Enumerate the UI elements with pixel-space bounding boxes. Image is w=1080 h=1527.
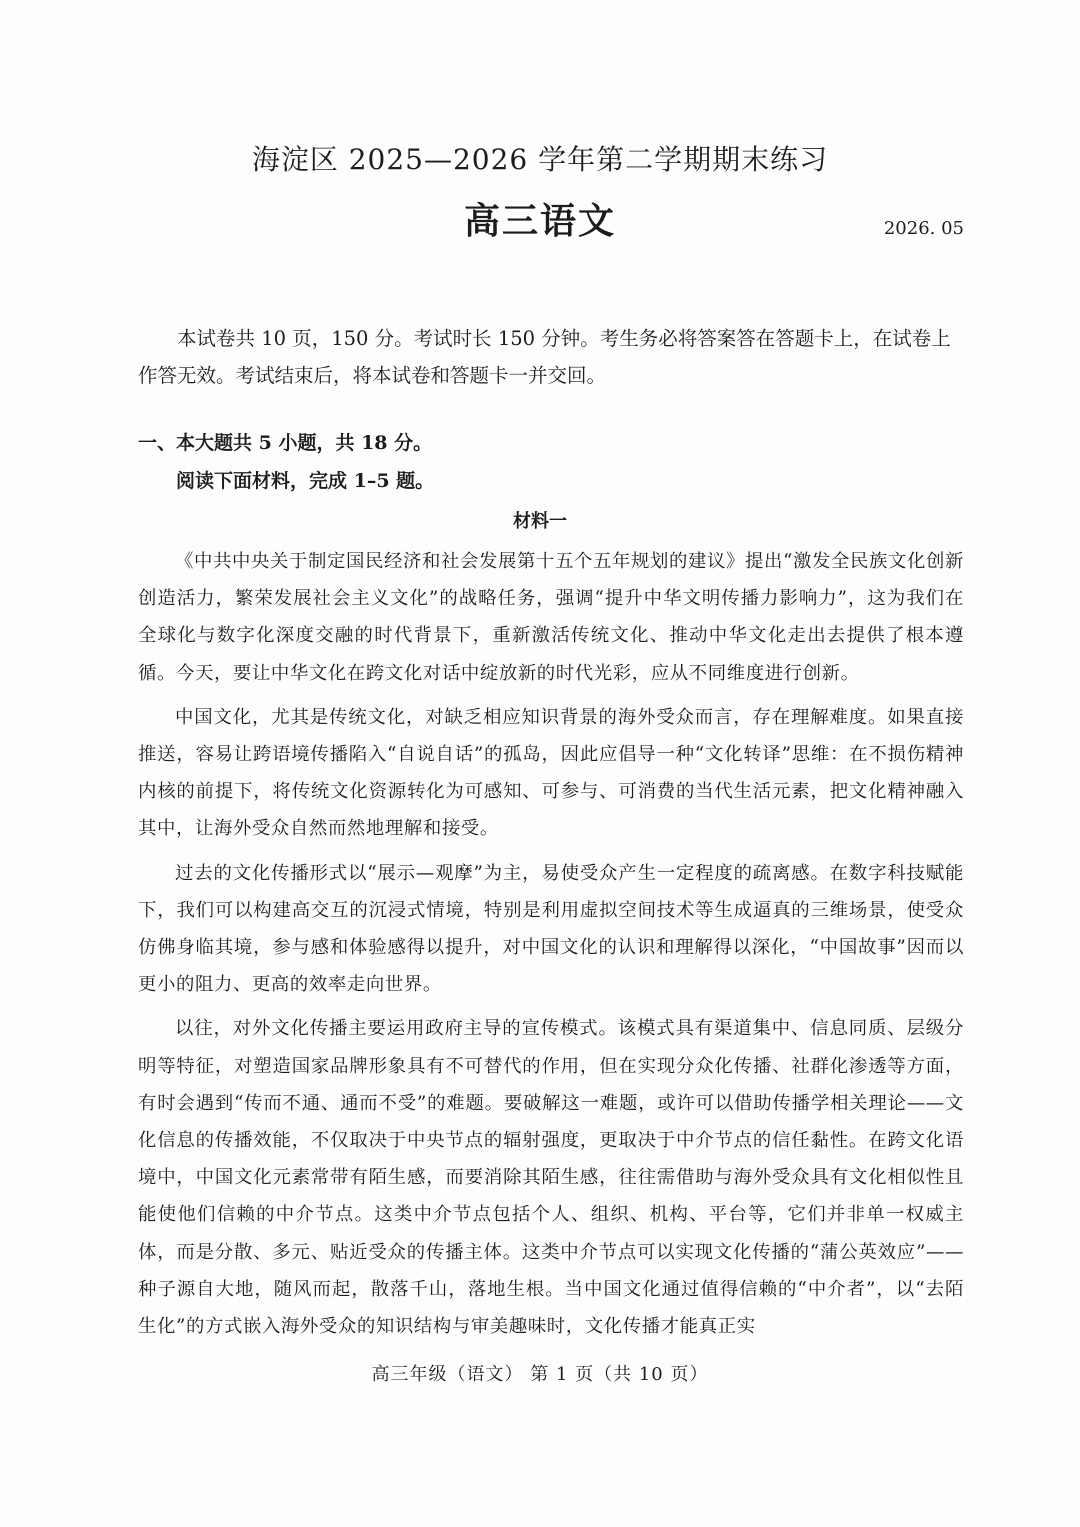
material-body (138, 543, 964, 1352)
exam-date: 2026. 05 (883, 218, 964, 239)
paragraph: 过去的文化传播形式以“展示—观摩”为主，易使受众产生一定程度的疏离感。在数字科技赋能下，我们可以构建高交互的沉浸式情境，特别是利用虚拟空间技术等生成逼真的三维场景，使受众仿佛身临其境，参与感和体验感得以提升，对中国文化的认识和理解得以深化，“中国故事”因而以更小的阻力、更高的效率走向世界。 (138, 862, 964, 996)
paragraph: 中国文化，尤其是传统文化，对缺乏相应知识背景的海外受众而言，存在理解难度。如果直接推送，容易让跨语境传播陷入“自说自话”的孤岛，因此应倡导一种“文化转译”思维：在不损伤精神内核的前提下，将传统文化资源转化为可感知、可参与、可消费的当代生活元素，把文化精神融入其中，让海外受众自然而然地理解和接受。 (138, 706, 964, 840)
paragraph: 《中共中央关于制定国民经济和社会发展第十五个五年规划的建议》提出“激发全民族文化创新创造活力，繁荣发展社会主义文化”的战略任务，强调“提升中华文明传播力影响力”，这为我们在全球化与数字化深度交融的时代背景下，重新激活传统文化、推动中华文化走出去提供了根本遵循。今天，要让中华文化在跨文化对话中绽放新的时代光彩，应从不同维度进行创新。 (138, 551, 964, 684)
exam-instructions: 本试卷共 10 页，150 分。考试时长 150 分钟。考生务必将答案答在答题卡上，在试卷上作答无效。考试结束后，将本试卷和答题卡一并交回。 (138, 327, 951, 387)
section-heading: 一、本大题共 5 小题，共 18 分。 (138, 432, 433, 454)
paragraph: 以往，对外文化传播主要运用政府主导的宣传模式。该模式具有渠道集中、信息同质、层级分明等特征，对塑造国家品牌形象具有不可替代的作用，但在实现分众化传播、社群化渗透等方面，有时会遇到“传而不通、通而不受”的难题。要破解这一难题，或许可以借助传播学相关理论——文化信息的传播效能，不仅取决于中央节点的辐射强度，更取决于中介节点的信任黏性。在跨文化语境中，中国文化元素常带有陌生感，而要消除其陌生感，往往需借助与海外受众具有文化相似性且能使他们信赖的中介节点。这类中介节点包括个人、组织、机构、平台等，它们并非单一权威主体，而是分散、多元、贴近受众的传播主体。这类中介节点可以实现文化传播的“蒲公英效应”——种子源自大地，随风而起，散落千山，落地生根。当中国文化通过值得信赖的“中介者”，以“去陌生化”的方式嵌入海外受众的知识结构与审美趣味时，文化传播才能真正实 (138, 1018, 964, 1338)
exam-title: 海淀区 2025—2026 学年第二学期期末练习 (251, 143, 829, 176)
exam-subject: 高三语文 (463, 200, 616, 242)
section-instruction: 阅读下面材料，完成 1–5 题。 (176, 470, 435, 492)
material-title: 材料一 (513, 511, 567, 532)
page-footer: 高三年级（语文） 第 1 页（共 10 页） (371, 1364, 709, 1385)
